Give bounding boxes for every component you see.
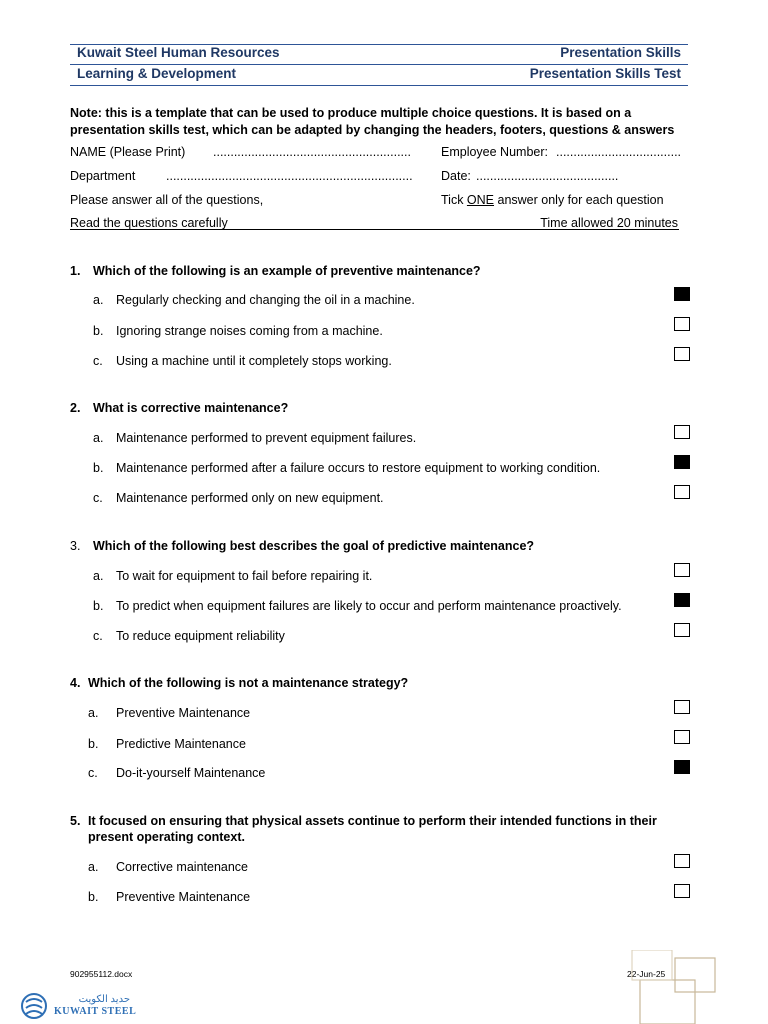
- date-label: Date:: [441, 169, 471, 183]
- employee-number-label: Employee Number:: [441, 145, 548, 159]
- q1-option-b-letter: b.: [93, 324, 104, 338]
- q5-option-b-text: Preventive Maintenance: [116, 890, 251, 904]
- q2-option-c-checkbox[interactable]: [674, 485, 690, 499]
- q4-option-b-letter: b.: [88, 737, 99, 751]
- q1-option-a-checkbox[interactable]: [674, 287, 690, 301]
- question-1-number: 1.: [70, 264, 81, 278]
- q4-option-a-text: Preventive Maintenance: [116, 706, 251, 720]
- question-5-text: It focused on ensuring that physical assets continue to perform their intended functions in their: [88, 814, 657, 828]
- q3-option-b-checkbox[interactable]: [674, 593, 690, 607]
- header-dept: Learning & Development: [77, 66, 237, 81]
- q3-option-a-checkbox[interactable]: [674, 563, 690, 577]
- q4-option-a-checkbox[interactable]: [674, 700, 690, 714]
- question-5-number: 5.: [70, 814, 81, 828]
- q2-option-a-text: Maintenance performed to prevent equipment failures.: [116, 431, 417, 445]
- q4-option-a-letter: a.: [88, 706, 99, 720]
- q1-option-c-text: Using a machine until it completely stops working.: [116, 354, 392, 368]
- header-subtitle: Presentation Skills Test: [529, 66, 681, 81]
- q4-option-b-checkbox[interactable]: [674, 730, 690, 744]
- question-4-text: Which of the following is not a maintenance strategy?: [88, 676, 409, 690]
- q2-option-b-text: Maintenance performed after a failure occurs to restore equipment to working condition.: [116, 461, 601, 475]
- date-field[interactable]: .........................................: [476, 169, 619, 183]
- question-2-number: 2.: [70, 401, 81, 415]
- q4-option-c-text: Do-it-yourself Maintenance: [116, 766, 266, 780]
- q5-option-a-checkbox[interactable]: [674, 854, 690, 868]
- q2-option-b-letter: b.: [93, 461, 104, 475]
- q4-option-b-text: Predictive Maintenance: [116, 737, 246, 751]
- instruction-read-carefully: Read the questions carefully: [70, 216, 228, 230]
- q3-option-a-text: To wait for equipment to fail before repairing it.: [116, 569, 373, 583]
- tick-prefix: Tick: [441, 193, 467, 207]
- header-mid-rule: [70, 64, 688, 65]
- q2-option-b-checkbox[interactable]: [674, 455, 690, 469]
- q1-option-b-checkbox[interactable]: [674, 317, 690, 331]
- q4-option-c-letter: c.: [88, 766, 98, 780]
- q3-option-b-text: To predict when equipment failures are likely to occur and perform maintenance proactively.: [116, 599, 622, 613]
- q2-option-c-text: Maintenance performed only on new equipment.: [116, 491, 384, 505]
- q5-option-b-checkbox[interactable]: [674, 884, 690, 898]
- q5-option-a-letter: a.: [88, 860, 99, 874]
- q3-option-c-text: To reduce equipment reliability: [116, 629, 285, 643]
- header-org: Kuwait Steel Human Resources: [77, 45, 280, 60]
- q1-option-a-letter: a.: [93, 293, 104, 307]
- q3-option-c-letter: c.: [93, 629, 103, 643]
- q1-option-c-checkbox[interactable]: [674, 347, 690, 361]
- q3-option-c-checkbox[interactable]: [674, 623, 690, 637]
- question-3-text: Which of the following best describes the goal of predictive maintenance?: [93, 539, 535, 553]
- q2-option-c-letter: c.: [93, 491, 103, 505]
- instruction-answer-all: Please answer all of the questions,: [70, 193, 264, 207]
- note: [70, 105, 674, 139]
- logo-arabic: حديد الكويت: [78, 994, 130, 1005]
- tick-suffix: answer only for each question: [494, 193, 664, 207]
- q2-option-a-letter: a.: [93, 431, 104, 445]
- q3-option-b-letter: b.: [93, 599, 104, 613]
- q1-option-b-text: Ignoring strange noises coming from a machine.: [116, 324, 383, 338]
- name-field[interactable]: .........................................................: [213, 145, 411, 159]
- footer-filename: 902955112.docx: [70, 969, 133, 979]
- q1-option-a-text: Regularly checking and changing the oil in a machine.: [116, 293, 415, 307]
- name-label: NAME (Please Print): [70, 145, 186, 159]
- kuwait-steel-logo: [20, 992, 140, 1020]
- logo-english: KUWAIT STEEL: [54, 1006, 137, 1017]
- decorative-corner-squares: [630, 950, 730, 1024]
- tick-one-emphasis: ONE: [466, 193, 495, 207]
- header-title: Presentation Skills: [560, 45, 681, 60]
- instruction-tick-one: [441, 193, 664, 207]
- q1-option-c-letter: c.: [93, 354, 103, 368]
- question-2-text: What is corrective maintenance?: [93, 401, 289, 415]
- time-allowed: Time allowed 20 minutes: [540, 216, 678, 230]
- q2-option-a-checkbox[interactable]: [674, 425, 690, 439]
- question-5-text-line-2: present operating context.: [88, 830, 245, 844]
- department-label: Department: [70, 169, 136, 183]
- question-3-number: 3.: [70, 539, 81, 553]
- note-line-2: presentation skills test, which can be adapted by changing the headers, footers, questions & answers: [70, 123, 675, 137]
- note-line-1: Note: this is a template that can be used to produce multiple choice questions. It is based on a: [70, 106, 632, 120]
- q3-option-a-letter: a.: [93, 569, 104, 583]
- department-field[interactable]: .......................................................................: [166, 169, 413, 183]
- q4-option-c-checkbox[interactable]: [674, 760, 690, 774]
- question-4-number: 4.: [70, 676, 81, 690]
- employee-number-field[interactable]: ....................................: [556, 145, 682, 159]
- question-1-text: Which of the following is an example of preventive maintenance?: [93, 264, 481, 278]
- q5-option-b-letter: b.: [88, 890, 99, 904]
- footer-date: 22-Jun-25: [627, 969, 666, 979]
- instructions-rule: [70, 229, 679, 230]
- header-bottom-rule: [70, 85, 688, 86]
- kuwait-steel-emblem-icon: [20, 992, 52, 1020]
- q5-option-a-text: Corrective maintenance: [116, 860, 249, 874]
